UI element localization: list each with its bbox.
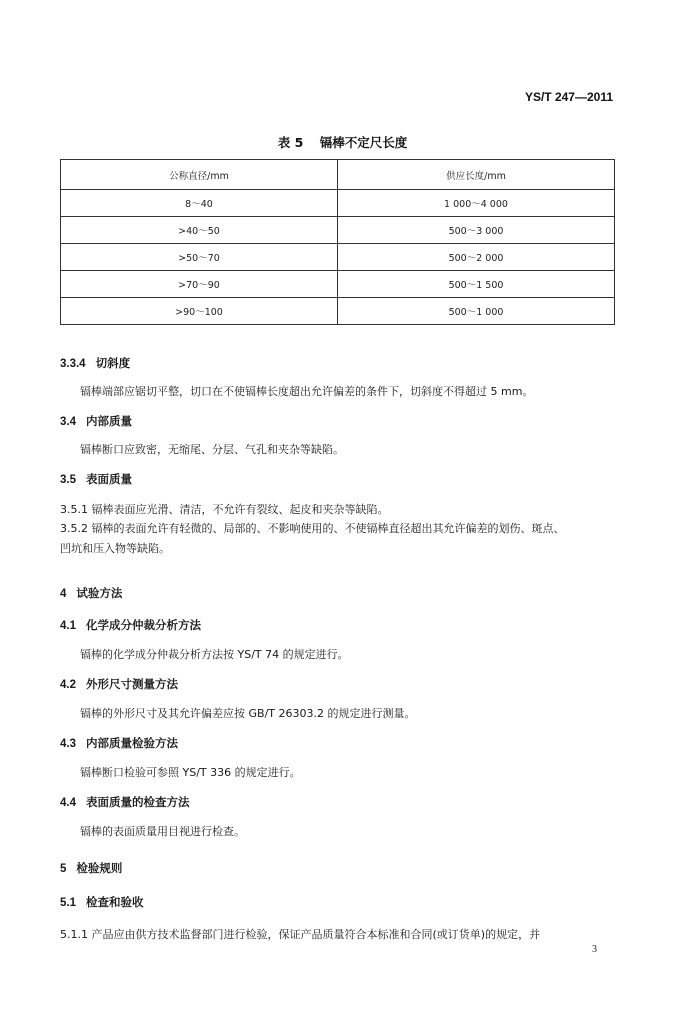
cell-length: 500～3 000	[338, 217, 615, 244]
section-heading-4-1: 4.1 化学成分仲裁分析方法	[60, 618, 201, 632]
table-row	[61, 298, 615, 325]
header-length: 供应长度/mm	[338, 160, 615, 190]
header-diameter: 公称直径/mm	[61, 160, 338, 190]
length-table	[60, 159, 615, 325]
section-text-3-5-2-line-2: 凹坑和压入物等缺陷。	[60, 542, 170, 555]
section-heading-4-4: 4.4 表面质量的检查方法	[60, 795, 190, 809]
table-row	[61, 217, 615, 244]
cell-length: 1 000～4 000	[338, 190, 615, 217]
cell-length: 500～2 000	[338, 244, 615, 271]
section-heading-3-4: 3.4 内部质量	[60, 414, 132, 428]
section-heading-3-5: 3.5 表面质量	[60, 472, 132, 486]
section-heading-4-2: 4.2 外形尺寸测量方法	[60, 677, 178, 691]
section-heading-3-3-4: 3.3.4 切斜度	[60, 356, 131, 370]
cell-diameter: >40～50	[61, 217, 338, 244]
table-caption	[0, 133, 685, 151]
section-heading-4-3: 4.3 内部质量检验方法	[60, 736, 178, 750]
cell-diameter: >50～70	[61, 244, 338, 271]
section-text-4-4: 镉棒的表面质量用目视进行检查。	[80, 825, 245, 838]
section-text-5-1-1: 5.1.1 产品应由供方技术监督部门进行检验，保证产品质量符合本标准和合同(或订货单)的规定，并	[60, 928, 541, 941]
section-text-3-3-4: 镉棒端部应锯切平整，切口在不使镉棒长度超出允许偏差的条件下，切斜度不得超过 5 mm。	[80, 385, 534, 398]
section-heading-4: 4 试验方法	[60, 586, 123, 600]
section-heading-5-1: 5.1 检查和验收	[60, 895, 144, 909]
cell-length: 500～1 000	[338, 298, 615, 325]
page-number: 3	[592, 944, 597, 955]
cell-diameter: >90～100	[61, 298, 338, 325]
standard-code: YS/T 247—2011	[524, 90, 613, 104]
section-text-3-4: 镉棒断口应致密，无缩尾、分层、气孔和夹杂等缺陷。	[80, 443, 344, 456]
section-text-3-5-1: 3.5.1 镉棒表面应光滑、清洁，不允许有裂纹、起皮和夹杂等缺陷。	[60, 503, 389, 516]
table-row	[61, 271, 615, 298]
section-text-4-3: 镉棒断口检验可参照 YS/T 336 的规定进行。	[80, 766, 301, 779]
table-row	[61, 244, 615, 271]
section-text-4-1: 镉棒的化学成分仲裁分析方法按 YS/T 74 的规定进行。	[80, 648, 349, 661]
table-row	[61, 190, 615, 217]
cell-diameter: 8～40	[61, 190, 338, 217]
table-caption-number: 表 5	[277, 135, 304, 150]
table-caption-title: 镉棒不定尺长度	[319, 135, 408, 150]
section-heading-5: 5 检验规则	[60, 861, 123, 875]
cell-length: 500～1 500	[338, 271, 615, 298]
section-text-4-2: 镉棒的外形尺寸及其允许偏差应按 GB/T 26303.2 的规定进行测量。	[80, 707, 416, 720]
section-text-3-5-2-line-1: 3.5.2 镉棒的表面允许有轻微的、局部的、不影响使用的、不使镉棒直径超出其允许偏差的划伤、斑点、	[60, 522, 565, 535]
table-header-row	[61, 160, 615, 190]
cell-diameter: >70～90	[61, 271, 338, 298]
